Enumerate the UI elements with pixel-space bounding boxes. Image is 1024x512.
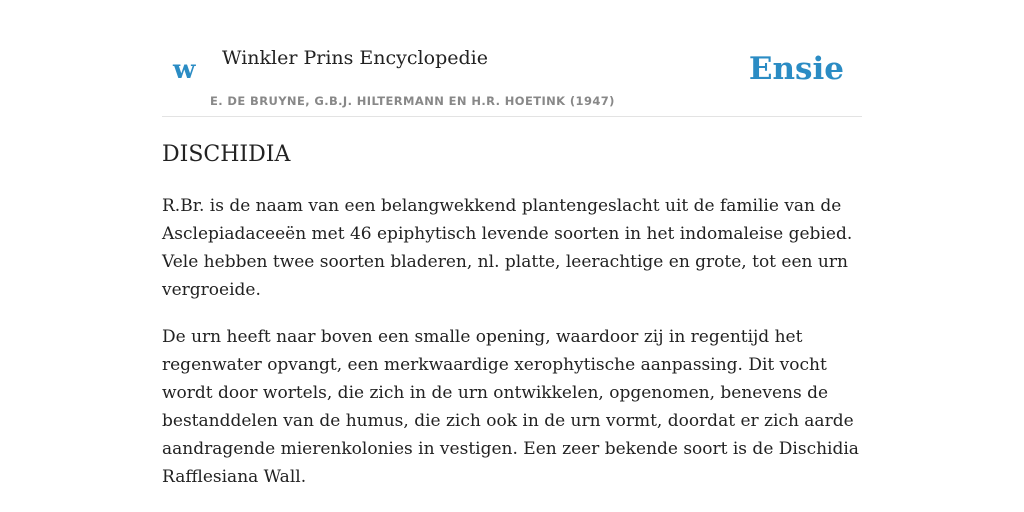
article-paragraph: R.Br. is de naam van een belangwekkend plantengeslacht uit de familie van de Asclepiadaceeën met 46 epiphytisch levende soorten in het indomaleise gebied. Vele hebben twee soorten bladeren, nl. platte, leerachtige en grote, tot een urn vergroeide. (162, 196, 853, 300)
source-title[interactable]: Winkler Prins Encyclopedie (222, 47, 488, 69)
article-body (162, 192, 862, 510)
encyclopedia-logo[interactable]: w (173, 55, 196, 85)
article-title: DISCHIDIA (162, 142, 291, 167)
ensie-logo[interactable]: Ensie (748, 51, 844, 87)
source-header (162, 0, 862, 117)
article-paragraph: De urn heeft naar boven een smalle opening, waardoor zij in regentijd het regenwater opvangt, een merkwaardige xerophytische aanpassing. Dit vocht wordt door wortels, die zich in de urn ontwikkelen, opgenomen, benevens de bestanddelen van de humus, die zich ook in de urn vormt, doordat er zich aarde aandragende mierenkolonies in vestigen. Een zeer bekende soort is de Dischidia Rafflesiana Wall. (162, 327, 859, 487)
source-authors: E. DE BRUYNE, G.B.J. HILTERMANN EN H.R. HOETINK (1947) (210, 94, 615, 108)
